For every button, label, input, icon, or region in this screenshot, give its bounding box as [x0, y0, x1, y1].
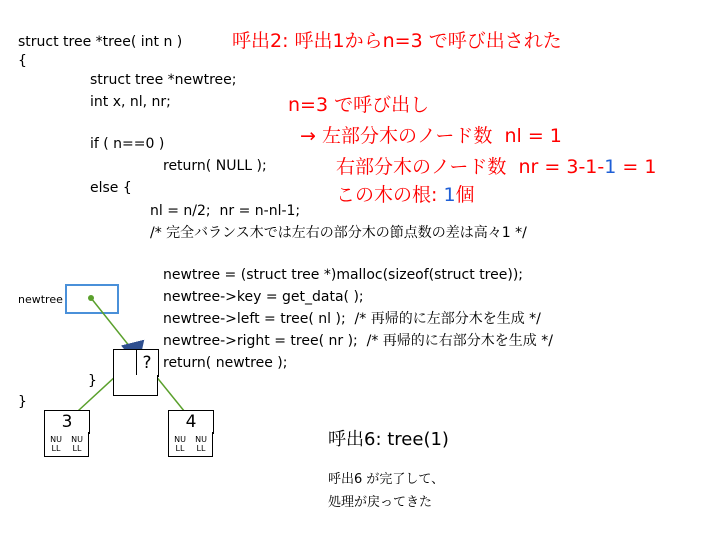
- null-label: NU LL: [50, 435, 62, 453]
- code-line-10: newtree = (struct tree *)malloc(sizeof(struct tree));: [163, 267, 523, 283]
- root-key: ?: [142, 353, 152, 373]
- root-right-cell: [135, 375, 158, 396]
- newtree-pointer-line: [91, 298, 134, 352]
- left-child-key: 3: [61, 412, 73, 432]
- null-label: NU LL: [195, 435, 207, 453]
- code-line-3: struct tree *newtree;: [90, 72, 237, 88]
- explanation-line-2: → 左部分木のノード数 nl = 1: [300, 125, 562, 147]
- left-child-right-cell: [66, 432, 89, 457]
- explanation-line-4: この木の根: 1個: [336, 184, 475, 206]
- note-line-2: 処理が戻ってきた: [328, 495, 433, 510]
- explanation-line-3-highlight: 1: [604, 156, 617, 178]
- code-line-6: return( NULL );: [163, 158, 267, 174]
- explanation-line-1: n=3 で呼び出し: [288, 94, 430, 116]
- newtree-label: newtree: [18, 293, 63, 306]
- right-child-left-cell: [168, 432, 192, 457]
- code-line-4: int x, nl, nr;: [90, 94, 171, 110]
- right-child-node: [168, 410, 214, 434]
- root-node: [113, 349, 159, 377]
- pointer-dot: [88, 295, 94, 301]
- code-close-outer: }: [18, 394, 27, 410]
- explanation-line-4-highlight: 1: [443, 184, 456, 206]
- code-line-13: newtree->right = tree( nr ); /* 再帰的に右部分木を生成 */: [163, 333, 553, 349]
- root-left-cell: [113, 375, 137, 396]
- code-line-8: nl = n/2; nr = n-nl-1;: [150, 203, 301, 219]
- root-key-cell: [114, 350, 137, 376]
- code-line-9: /* 完全バランス木では左右の部分木の節点数の差は高々1 */: [150, 225, 527, 241]
- code-line-7: else {: [90, 180, 132, 196]
- code-line-2: {: [18, 53, 27, 69]
- left-child-left-cell: [44, 432, 68, 457]
- left-child-node: [44, 410, 90, 434]
- code-line-12: newtree->left = tree( nl ); /* 再帰的に左部分木を生成 */: [163, 311, 541, 327]
- call-title: 呼出2: 呼出1からn=3 で呼び出された: [232, 30, 562, 52]
- code-close-inner: }: [88, 373, 97, 389]
- code-line-1: struct tree *tree( int n ): [18, 34, 183, 50]
- right-child-key: 4: [185, 412, 197, 432]
- null-label: NU LL: [174, 435, 186, 453]
- right-child-right-cell: [190, 432, 213, 457]
- code-line-5: if ( n==0 ): [90, 136, 165, 152]
- call-label: 呼出6: tree(1): [328, 429, 449, 450]
- note-line-1: 呼出6 が完了して、: [328, 472, 445, 487]
- explanation-line-3: 右部分木のノード数 nr = 3-1-1 = 1: [336, 156, 657, 178]
- code-line-11: newtree->key = get_data( );: [163, 289, 364, 305]
- code-line-14: return( newtree );: [163, 355, 288, 371]
- null-label: NU LL: [71, 435, 83, 453]
